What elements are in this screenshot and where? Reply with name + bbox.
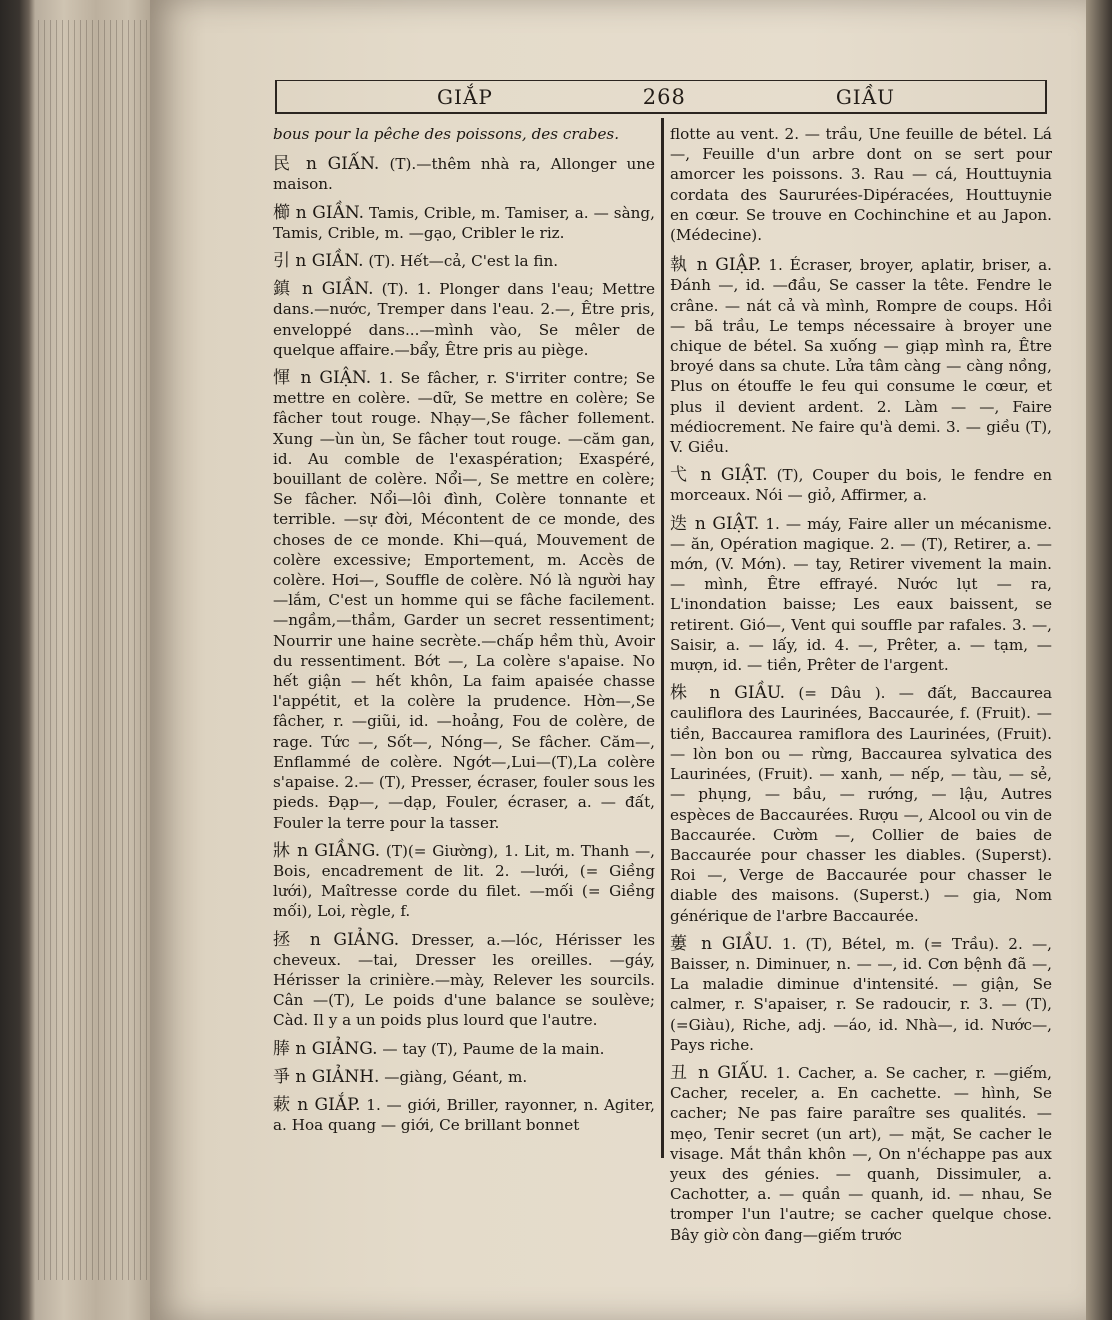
dictionary-entry — [670, 514, 1052, 676]
dictionary-entry — [273, 279, 655, 360]
entry-body: —giàng, Géant, m. — [384, 1067, 528, 1086]
binding-shadow — [1086, 0, 1112, 1320]
entry-body: Tamis, Crible, m. Tamiser, a. — sàng, Tamis, Crible, m. —gạo, Cribler le riz. — [273, 203, 655, 242]
entry-headword: 櫛 n GIẦN. — [273, 202, 365, 223]
dictionary-entry — [670, 934, 1052, 1055]
entry-headword: 株 n GIẦU. — [670, 683, 786, 704]
dictionary-entry — [273, 154, 655, 194]
entry-body: flotte au vent. 2. — trầu, Une feuille de bétel. Lá —, Feuille d'un arbre dont on se sert pour amorcer les poissons. 3. Rau — cá, Houttuynia cordata des Saururées-Dipéracées, Houttuynie en cœur. Se trouve en Cochinchine et au Japon. (Médecine). — [670, 125, 1052, 245]
entry-body: 1. Se fâcher, r. S'irriter contre; Se mettre en colère. —dữ, Se mettre en colère; Se fâcher tout rouge. Nhạy—,Se fâcher follement. Xung —ùn ùn, Se fâcher tout rouge. —căm gan, id. Au comble de l'exaspération; Exaspéré, bouillant de colère. Nổi—, Se mettre en colère; Se fâcher. Nổi—lôi đình, Colère tonnante et terrible. —sự đời, Mécontent de ce monde, des choses de ce monde. Khi—quá, Mouvement de colère excessive; Emportement, m. Accès de colère. Hơi—, Souffle de colère. Nó là người hay —lắm, C'est un homme qui se fâche facilement. —ngầm,—thầm, Garder un secret ressentiment; Nourrir une haine secrète.—chấp hềm thù, Avoir du ressentiment. Bớt —, La colère s'apaise. No hết giận — hết khôn, La faim apaisée chasse l'appétit, et la colère la prudence. Hờn—,Se fâcher, r. —giũi, id. —hoảng, Fou de colère, de rage. Tức —, Sốt—, Nóng—, Se fâcher. Căm—, Enflammé de colère. Ngớt—,Lui—(T),La colère s'apaise. 2.— (T), Presser, écraser, fouler sous les pieds. Đạp—, —dạp, Fouler, écraser, a. — đất, Fouler la terre pour la tasser. — [273, 369, 655, 832]
entry-body: Dresser, a.—lóc, Hérisser les cheveux. —tai, Dresser les oreilles. —gáy, Hérisser la crinière.—mày, Relever les sourcils. Cân —(T), Le poids d'une balance se soulève; Càd. Il y a un poids plus lourd que l'autre. — [273, 930, 655, 1030]
dictionary-entry — [273, 1095, 655, 1135]
entry-headword: 牀 n GIẦNG. — [273, 840, 381, 861]
entry-body: 1. (T), Bétel, m. (= Trầu). 2. —, Baisser, n. Diminuer, n. — —, id. Cơn bệnh đã —, La maladie diminue d'intensité. — giận, Se calmer, r. S'apaiser, r. Se radoucir, r. 3. — (T),(=Giàu), Riche, adj. —áo, id. Nhà—, id. Nước—, Pays riche. — [670, 934, 1053, 1054]
entry-body: (= Dâu ). — đất, Baccaurea cauliflora des Laurinées, Baccaurée, f. (Fruit). — tiền, Baccaurea ramiflora des Laurinées, (Fruit). — lòn bon ou — rừng, Baccaurea sylvatica des Laurinées, (Fruit). — xanh, — nếp, — tàu, — sẻ, — phụng, — bầu, — rướng, — lậu, Autres espèces de Baccaurées. Rượu —, Alcool ou vin de Baccaurée. Cườm —, Collier de baies de Baccaurée pour chasser les diables. (Superst). Roi —, Verge de Baccaurée pour chasser le diable des maisons. (Superst.) — gia, Nom générique de l'arbre Baccaurée. — [670, 684, 1052, 925]
left-column — [273, 124, 655, 1143]
dictionary-entry — [273, 1067, 655, 1087]
entry-body: — tay (T), Paume de la main. — [382, 1039, 605, 1058]
dictionary-entry — [273, 251, 655, 271]
entry-body: 1. — máy, Faire aller un mécanisme.— ăn, Opération magique. 2. — (T), Retirer, a. — mớn, (V. Mớn). — tay, Retirer vivement la main. — mình, Être effrayé. Nước lụt — ra, L'inondation baisse; Les eaux baissent, se retirent. Gió—, Vent qui souffle par rafales. 3. —, Saisir, a. — lấy, id. 4. —, Prêter, a. — tạm, — mượn, id. — tiền, Prêter de l'argent. — [670, 514, 1052, 675]
header-right-guide-word: GIẦU — [835, 84, 895, 109]
entry-headword: 蔞 n GIẦU. — [670, 933, 773, 954]
entry-headword: 迭 n GIẬT. — [670, 513, 760, 534]
entry-headword: 爭 n GIẢNH. — [273, 1066, 380, 1087]
running-header — [275, 80, 1047, 114]
dictionary-entry — [273, 930, 655, 1031]
dictionary-entry — [273, 203, 655, 243]
column-divider — [661, 118, 664, 1158]
entry-body: (T). Hết—cả, C'est la fin. — [368, 252, 559, 271]
dictionary-entry — [273, 841, 655, 922]
entry-body: (T)(= Giường), 1. Lit, m. Thanh —, Bois, encadrement de lit. 2. —lưới, (= Giềng lưới), Maîtresse corde du filet. —mối (= Giềng mối), Loi, règle, f. — [273, 841, 655, 921]
entry-headword: 惲 n GIẬN. — [273, 368, 372, 389]
entry-headword: 弋 n GIẬT. — [670, 465, 768, 486]
book-page-edges — [0, 0, 160, 1320]
right-column — [670, 124, 1052, 1253]
dictionary-entry — [670, 124, 1052, 245]
dictionary-entry — [670, 255, 1052, 457]
entry-headword: 引 n GIẦN. — [273, 251, 364, 272]
entry-headword: 拯 n GIẢNG. — [273, 929, 400, 950]
dictionary-entry — [273, 368, 655, 833]
entry-headword: 丑 n GIẤU. — [670, 1062, 769, 1083]
page-number: 268 — [642, 84, 686, 109]
dictionary-entry — [670, 1063, 1052, 1245]
entry-headword: 執 n GIẬP. — [670, 255, 762, 276]
entry-body: 1. Écraser, broyer, aplatir, briser, a. Đánh —, id. —đầu, Se casser la tête. Fendre le crâne. — nát cả và mình, Rompre de coups. Hồi — bã trầu, Le temps nécessaire à broyer une chique de bétel. Sa xuống — giạp mình ra, Être broyé dans sa chute. Lửa tâm càng — càng nồng, Plus on étouffe le feu qui consume le cœur, et plus il devient ardent. 2. Làm — —, Faire médiocrement. Ne faire qu'à demi. 3. — giều (T), V. Giều. — [670, 256, 1053, 457]
header-left-guide-word: GIẮP — [437, 84, 493, 109]
entry-body: (T).—thêm nhà ra, Allonger une maison. — [273, 155, 656, 194]
entry-body: (T), Couper du bois, le fendre en morceaux. Nói — giỏ, Affirmer, a. — [670, 466, 1052, 505]
entry-headword: 蔌 n GIẮP. — [273, 1094, 361, 1115]
entry-headword: 䏾 n GIẢNG. — [273, 1038, 378, 1059]
page-stack-lines — [38, 20, 150, 1280]
dictionary-entry — [670, 465, 1052, 505]
dictionary-entry — [273, 124, 655, 144]
entry-body: 1. Cacher, a. Se cacher, r. —giếm, Cacher, receler, a. En cachette. — hình, Se cacher; Ne pas faire paraître ses qualités. — mẹo, Tenir secret (un art), — mặt, Se cacher le visage. Mắt thần khôn —, On n'échappe pas aux yeux des génies. — quanh, Dissimuler, a. Cachotter, a. — quần — quanh, id. — nhau, Se tromper l'un l'autre; se cacher quelque chose. Bây giờ còn đang—giếm trước — [670, 1063, 1053, 1244]
dictionary-entry — [273, 1039, 655, 1059]
entry-body: bous pour la pêche des poissons, des crabes. — [273, 125, 620, 143]
dictionary-entry — [670, 683, 1052, 925]
entry-body: (T). 1. Plonger dans l'eau; Mettre dans.—nước, Tremper dans l'eau. 2.—, Être pris, enveloppé dans...—mình vào, Se mêler de quelque affaire.—bẩy, Être pris au piège. — [273, 280, 655, 359]
entry-headword: 鎮 n GIẦN. — [273, 279, 374, 300]
entry-headword: 民 n GIẤN. — [273, 154, 380, 175]
entry-body: 1. — giới, Briller, rayonner, n. Agiter, a. Hoa quang — giới, Ce brillant bonnet — [273, 1095, 656, 1135]
